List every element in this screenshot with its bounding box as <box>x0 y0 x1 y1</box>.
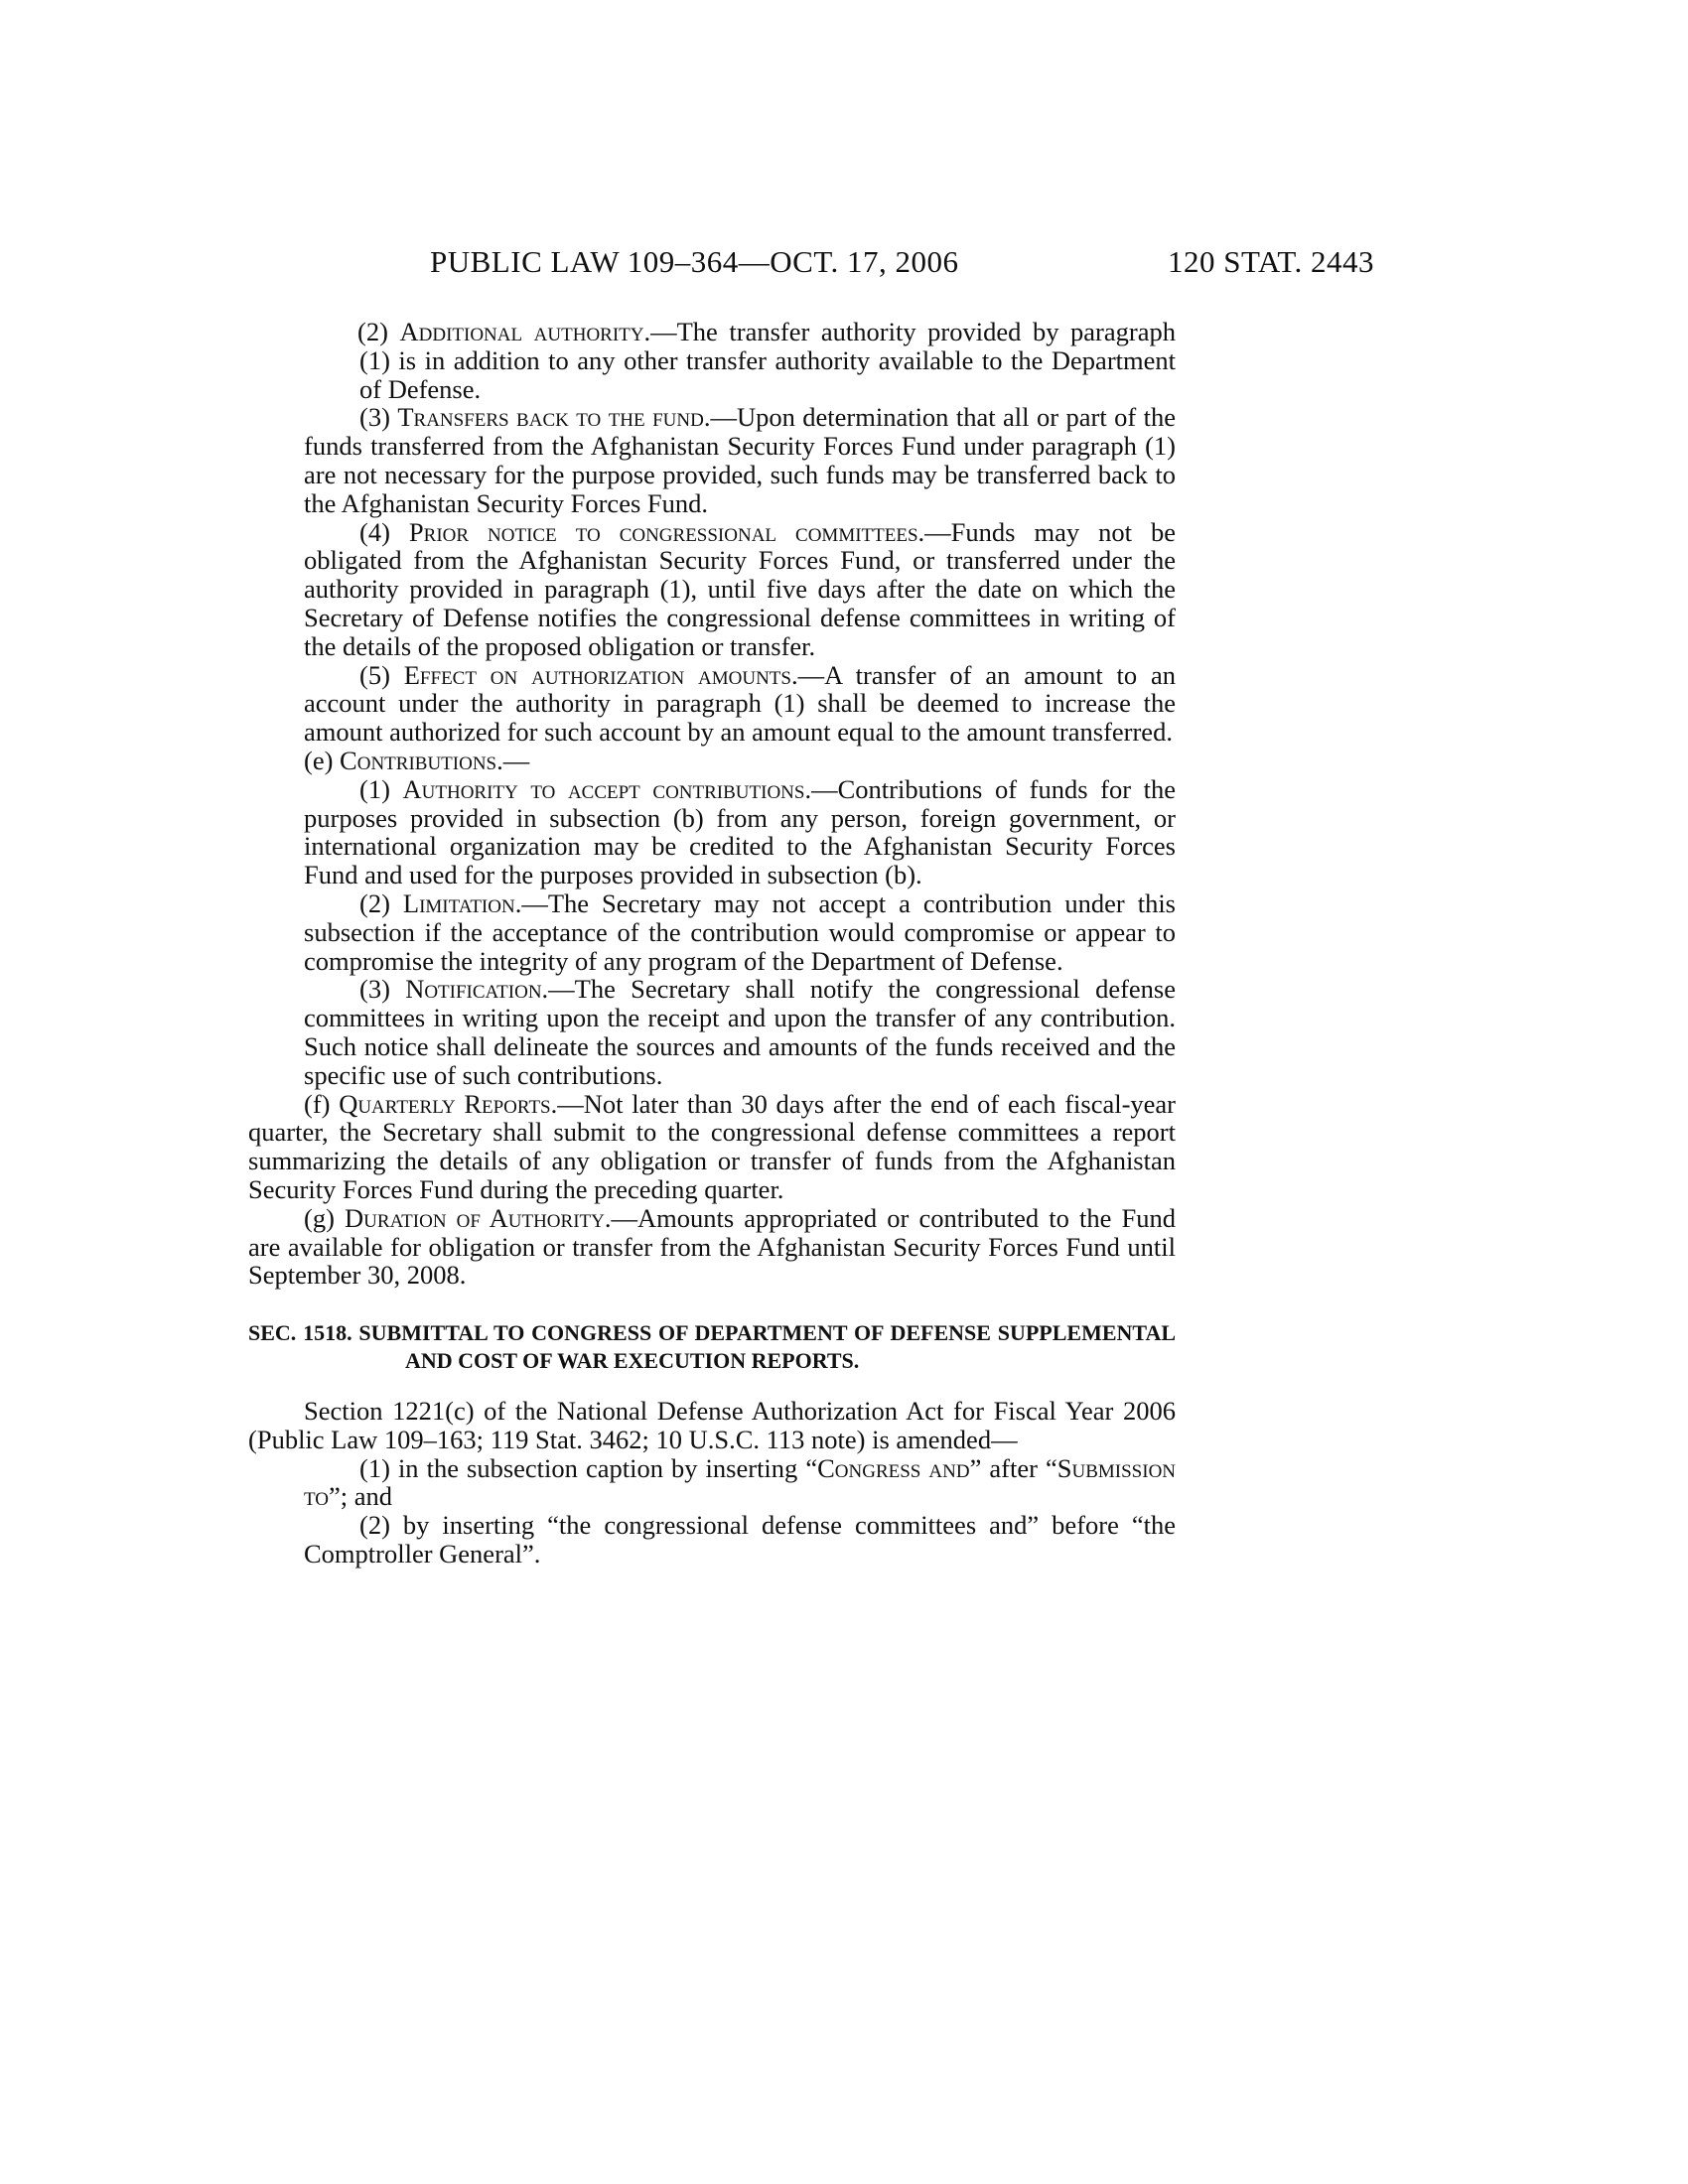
page-header <box>304 244 1374 284</box>
paragraph-d3: (3) Transfers back to the fund.—Upon determination that all or part of the funds transferred from the Afghanistan Security Forces Fund under paragraph (1) are not necessary for the purpose provided, such funds may be transferred back to the Afghanistan Security Forces Fund. <box>304 402 1176 518</box>
amendment-item-1: (1) in the subsection caption by inserting “Congress and” after “Submission to”; and <box>304 1452 1177 1512</box>
subsection-f: (f) Quarterly Reports.—Not later than 30 days after the end of each fiscal-year quarter, the Secretary shall submit to the congressional defense committees a report summarizing the details of any obligation or transfer of funds from the Afghanistan Security Forces Fund during the preceding quarter. <box>248 1088 1177 1204</box>
paragraph-e2: (2) Limitation.—The Secretary may not accept a contribution under this subsection if the acceptance of the contribution would compromise or appear to compromise the integrity of any program of the Department of Defense. <box>304 887 1176 976</box>
paragraph-d2: (2) Additional authority.—The transfer authority provided by paragraph (1) is in addition to any other transfer authority available to the Department of Defense. <box>357 317 1176 404</box>
subsection-e: (e) Contributions.— <box>304 745 530 775</box>
amendment-item-2: (2) by inserting “the congressional defense committees and” before “the Comptroller General”. <box>304 1510 1176 1570</box>
page-number: 120 STAT. 2443 <box>1167 244 1374 279</box>
document-body <box>248 317 1177 1570</box>
paragraph-d4: (4) Prior notice to congressional committees.—Funds may not be obligated from the Afghanistan Security Forces Fund, or transferred under the authority provided in paragraph (1), until five days after the date on which the Secretary of Defense notifies the congressional defense committees in writing of the details of the proposed obligation or transfer. <box>304 516 1176 661</box>
section-number: SEC. 1518. <box>248 1320 352 1346</box>
section-heading <box>248 1319 1176 1375</box>
section-title: SUBMITTAL TO CONGRESS OF DEPARTMENT OF DEFENSE SUPPLEMENTAL AND COST OF WAR EXECUTION REPORTS. <box>358 1320 1177 1374</box>
paragraph-d5: (5) Effect on authorization amounts.—A transfer of an amount to an account under the authority in paragraph (1) shall be deemed to increase the amount authorized for such account by an amount equal to the amount transferred. <box>304 659 1176 748</box>
subsection-g: (g) Duration of Authority.—Amounts appropriated or contributed to the Fund are available for obligation or transfer from the Afghanistan Security Forces Fund until September 30, 2008. <box>248 1202 1177 1291</box>
paragraph-e3: (3) Notification.—The Secretary shall notify the congressional defense committees in writing upon the receipt and upon the transfer of any contribution. Such notice shall delineate the sources and amounts of the funds received and the specific use of such contributions. <box>304 974 1176 1090</box>
header-title: PUBLIC LAW 109–364—OCT. 17, 2006 <box>430 244 959 279</box>
section-intro: Section 1221(c) of the National Defense Authorization Act for Fiscal Year 2006 (Public Law 109–163; 119 Stat. 3462; 10 U.S.C. 113 note) is amended— <box>248 1396 1176 1454</box>
paragraph-e1: (1) Authority to accept contributions.—Contributions of funds for the purposes provided in subsection (b) from any person, foreign government, or international organization may be credited to the Afghanistan Security Forces Fund and used for the purposes provided in subsection (b). <box>304 773 1177 890</box>
